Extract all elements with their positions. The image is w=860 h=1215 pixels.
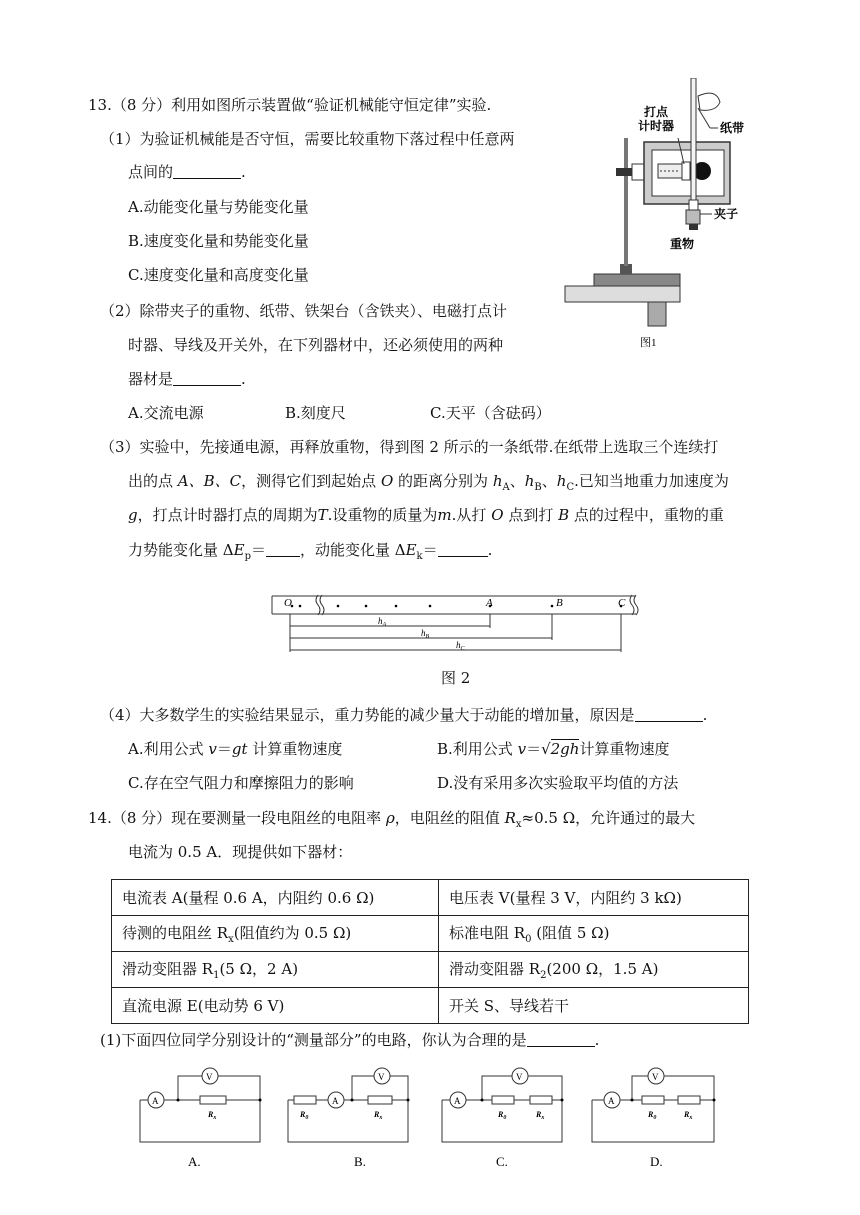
table-row bbox=[112, 952, 749, 988]
svg-text:V: V bbox=[206, 1072, 213, 1082]
answer-blank[interactable] bbox=[266, 541, 300, 557]
answer-blank[interactable] bbox=[527, 1031, 595, 1047]
q13-part3-line2: 出的点 A、B、C，测得它们到起始点 O 的距离分别为 $h_A$、$h_B$、$h_C$.已知当地重力加速度为 bbox=[128, 472, 729, 493]
svg-text:Rx: $R_x$ bbox=[684, 1110, 693, 1121]
equipment-table bbox=[111, 879, 749, 1024]
table-cell: 待测的电阻丝 $R_x$(阻值约为 0.5 Ω) bbox=[112, 916, 439, 952]
q13-part3-line4: 力势能变化量 $\Delta E_p=$ ，动能变化量 $\Delta E_k=$ . bbox=[128, 541, 493, 562]
figure-1-apparatus bbox=[560, 78, 790, 368]
svg-text:A: A bbox=[152, 1096, 159, 1106]
q13-part1-option-b: B.速度变化量和势能变化量 bbox=[128, 232, 309, 250]
dim-hc: $h_C$ bbox=[456, 640, 465, 652]
table-cell: 标准电阻 $R_0$ (阻值 5 Ω) bbox=[439, 916, 749, 952]
circuit-b bbox=[288, 1068, 410, 1169]
point-o-label: O bbox=[284, 597, 292, 609]
table-cell: 直流电源 E(电动势 6 V) bbox=[112, 988, 439, 1024]
dim-hb: $h_B$ bbox=[421, 628, 430, 640]
q14-stem-line2: 电流为 0.5 A．现提供如下器材： bbox=[128, 843, 353, 861]
q13-part2-line2: 时器、导线及开关外，在下列器材中，还必须使用的两种 bbox=[128, 336, 504, 354]
table-row bbox=[112, 880, 749, 916]
table-cell: 电压表 V(量程 3 V，内阻约 3 kΩ) bbox=[439, 880, 749, 916]
timer-label-top: 打点 bbox=[644, 105, 669, 119]
q13-part1-option-a: A.动能变化量与势能变化量 bbox=[128, 198, 309, 216]
circuit-c bbox=[442, 1068, 564, 1169]
weight-label: 重物 bbox=[670, 237, 695, 251]
svg-text:V: V bbox=[516, 1072, 523, 1082]
clip-label: 夹子 bbox=[714, 207, 739, 221]
figure-1-caption: 图1 bbox=[640, 337, 657, 349]
circuit-d-label: D. bbox=[650, 1154, 663, 1169]
svg-text:Rx: $R_x$ bbox=[208, 1110, 217, 1121]
timer-label-bottom: 计时器 bbox=[638, 119, 675, 133]
q13-part4-option-a: A.利用公式 v＝gt 计算重物速度 bbox=[128, 740, 343, 758]
table-row bbox=[112, 988, 749, 1024]
circuit-d bbox=[592, 1068, 716, 1169]
q13-part3-line3: g，打点计时器打点的周期为T.设重物的质量为m.从打 O 点到打 B 点的过程中，重物的重 bbox=[128, 506, 724, 524]
q13-part2-line3: 器材是 . bbox=[128, 370, 246, 388]
circuit-a bbox=[140, 1068, 262, 1169]
svg-text:A: A bbox=[454, 1096, 461, 1106]
circuit-c-label: C. bbox=[496, 1154, 508, 1169]
svg-text:Rx: $R_x$ bbox=[374, 1110, 383, 1121]
answer-blank[interactable] bbox=[173, 163, 241, 179]
table-cell: 滑动变阻器 $R_1(5$ Ω，2 A) bbox=[112, 952, 439, 988]
table-cell: 滑动变阻器 $R_2(200$ Ω，1.5 A) bbox=[439, 952, 749, 988]
table-row bbox=[112, 916, 749, 952]
q13-part2-option-c: C.天平（含砝码） bbox=[430, 404, 551, 422]
q13-part4-option-b: B.利用公式 v＝√2gh计算重物速度 bbox=[437, 740, 670, 758]
point-b-label: B bbox=[556, 597, 563, 609]
svg-text:A: A bbox=[608, 1096, 615, 1106]
circuit-diagrams bbox=[130, 1062, 730, 1172]
svg-text:V: V bbox=[652, 1072, 659, 1082]
q13-part1-line2: 点间的 . bbox=[128, 163, 246, 181]
q13-part1-option-c: C.速度变化量和高度变化量 bbox=[128, 266, 309, 284]
q14-stem-line1: 14.（8 分）现在要测量一段电阻丝的电阻率 ρ，电阻丝的阻值 $R_x\approx 0.5$ Ω，允许通过的最大 bbox=[88, 809, 696, 830]
point-a-label: A bbox=[486, 597, 493, 609]
tape-label: 纸带 bbox=[720, 121, 745, 135]
q13-part3-line1: （3）实验中，先接通电源，再释放重物，得到图 2 所示的一条纸带.在纸带上选取三个连续打 bbox=[100, 438, 719, 456]
svg-text:R0: $R_0$ bbox=[648, 1110, 657, 1121]
svg-text:A: A bbox=[332, 1096, 339, 1106]
point-c-label: C bbox=[618, 597, 626, 609]
figure-2-caption: 图 2 bbox=[441, 669, 471, 687]
svg-text:V: V bbox=[378, 1072, 385, 1082]
svg-text:Rx: $R_x$ bbox=[536, 1110, 545, 1121]
q13-part1-line1: （1）为验证机械能是否守恒，需要比较重物下落过程中任意两 bbox=[100, 130, 515, 148]
q13-part2-option-b: B.刻度尺 bbox=[285, 404, 346, 422]
q13-part4-option-d: D.没有采用多次实验取平均值的方法 bbox=[437, 774, 679, 792]
svg-text:R0: $R_0$ bbox=[498, 1110, 507, 1121]
answer-blank[interactable] bbox=[438, 541, 488, 557]
q13-stem: 13.（8 分）利用如图所示装置做“验证机械能守恒定律”实验. bbox=[88, 96, 492, 114]
svg-text:R0: $R_0$ bbox=[300, 1110, 309, 1121]
figure-2-tape bbox=[266, 590, 646, 660]
answer-blank[interactable] bbox=[173, 370, 241, 386]
q14-part1: (1)下面四位同学分别设计的“测量部分”的电路，你认为合理的是 . bbox=[100, 1031, 600, 1049]
q13-part4-option-c: C.存在空气阻力和摩擦阻力的影响 bbox=[128, 774, 354, 792]
table-cell: 开关 S、导线若干 bbox=[439, 988, 749, 1024]
circuit-b-label: B. bbox=[354, 1154, 366, 1169]
q13-part2-line1: （2）除带夹子的重物、纸带、铁架台（含铁夹）、电磁打点计 bbox=[100, 302, 508, 320]
answer-blank[interactable] bbox=[635, 706, 703, 722]
table-cell: 电流表 A(量程 0.6 A，内阻约 0.6 Ω) bbox=[112, 880, 439, 916]
dim-ha: $h_A$ bbox=[378, 616, 387, 628]
q13-part2-option-a: A.交流电源 bbox=[128, 404, 204, 422]
q13-part4-line1: （4）大多数学生的实验结果显示，重力势能的减少量大于动能的增加量，原因是 . bbox=[100, 706, 708, 724]
circuit-a-label: A. bbox=[188, 1154, 201, 1169]
